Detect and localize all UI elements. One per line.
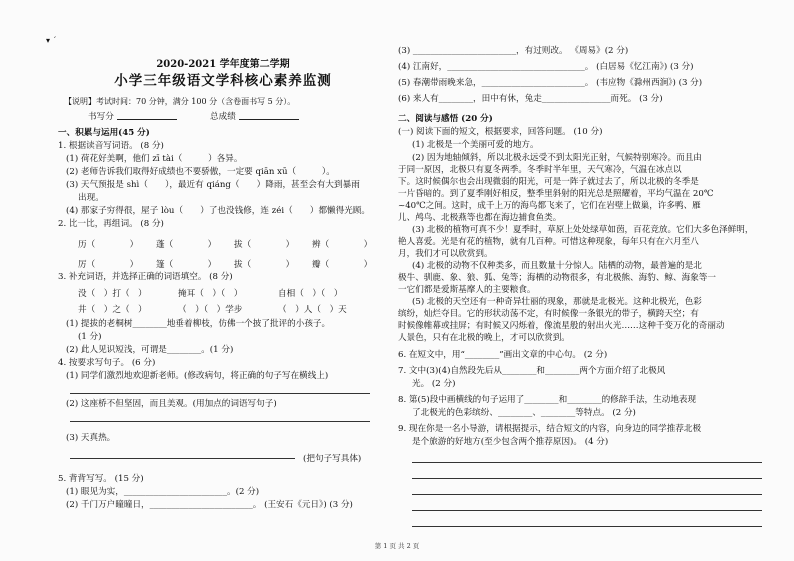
answer-line[interactable] bbox=[412, 526, 762, 527]
write-score-label: 书写分 bbox=[88, 112, 114, 122]
q1-item-1: (1) 荷花好美啊，他们 zī tài（ ）各异。 bbox=[66, 154, 243, 164]
passage-line: 下。这时候偶尔也会出现微弱的阳光，可是一阵子就过去了，所以北极的冬季是 bbox=[398, 177, 699, 187]
q5-item-5: (5) 春潮带雨晚来急，________________________。 (韦应物《滁州西涧》) (3 分) bbox=[398, 78, 703, 88]
compare-item: 篷（ ） bbox=[156, 260, 217, 270]
passage-line: 儿、鸬鸟、北极燕等也都在海边捕食鱼类。 bbox=[398, 213, 562, 223]
write-score-blank[interactable] bbox=[117, 110, 177, 120]
question-7: 7. 文中(3)(4)自然段先后从________和________两个方面介绍了北极风 bbox=[398, 366, 666, 376]
q4-item-2: (2) 这座桥不但坚固，而且美观。(用加点的词语写句子) bbox=[66, 399, 277, 409]
q4-item-1: (1) 同学们激烈地欢迎新老师。(修改病句，将正确的句子写在横线上) bbox=[66, 371, 329, 381]
passage-line: (1) 北极是一个美丽可爱的地方。 bbox=[412, 140, 539, 150]
answer-line[interactable] bbox=[412, 478, 762, 479]
passage-line: 时候像帷幕或挂屏；有时候又闪烁着，像流星般的射出火光……这种千变万化的奇丽动 bbox=[398, 321, 725, 331]
q3-item-1-score: (1 分) bbox=[78, 332, 102, 342]
total-score-blank[interactable] bbox=[239, 110, 299, 120]
section-2-title: 二、阅读与感悟 (20 分) bbox=[398, 114, 493, 124]
idiom-item: 没（ ）打（ ） bbox=[78, 289, 147, 299]
question-9-cont: 是个旅游的好地方(至少包含两个推荐原因)。 (4 分) bbox=[412, 437, 609, 447]
passage-line: 一它们都是爱斯基摩人的主要粮食。 bbox=[398, 285, 536, 295]
q3-title: 3. 补充词语，并选择正确的词语填空。 (8 分) bbox=[58, 272, 233, 282]
q4-item-3-hint: (把句子写具体) bbox=[303, 454, 362, 464]
q3-row-1 bbox=[78, 287, 378, 299]
q4-item-3: (3) 天真热。 bbox=[66, 433, 116, 443]
question-8-cont: 了北极光的色彩缤纷、________、________等特点。 (2 分) bbox=[412, 408, 636, 418]
passage-line: (3) 北极的植物可真不少！夏季时，草原上处处绿草如茵，百花竞放。它们大多色泽鲜明， bbox=[412, 225, 754, 235]
idiom-item: 自相（ ）（ ） bbox=[278, 289, 343, 299]
passage-line: 极牛、驯鹿、象、狼、狐、兔等；海栖的动物很多，有北极熊、海豹、鲸、海象等一 bbox=[398, 273, 716, 283]
answer-line[interactable] bbox=[70, 458, 295, 459]
answer-line[interactable] bbox=[70, 393, 370, 394]
q3-item-2: (2) 此人见识短浅，可谓是________。(1 分) bbox=[66, 345, 234, 355]
passage-line: (4) 北极的动物不仅种类多，而且数量十分惊人。陆栖的动物，最普遍的是北 bbox=[412, 261, 702, 271]
passage-line: ~40℃之间。这时，成千上万的海鸟都飞来了，它们在岩壁上做巢，许多鸭、雁 bbox=[398, 201, 701, 211]
q1-item-3-cont: 出现。 bbox=[78, 193, 104, 203]
q2-title: 2. 比一比，再组词。 (8 分) bbox=[58, 219, 164, 229]
compare-item: 辨（ ） bbox=[312, 240, 373, 250]
compare-item: 厉（ ） bbox=[78, 260, 139, 270]
corner-mark: ▾ ˊ bbox=[46, 36, 57, 45]
left-column bbox=[58, 0, 388, 561]
question-7-cont: 光。 (2 分) bbox=[412, 379, 456, 389]
q1-title: 1. 根据读音写词语。 (8 分) bbox=[58, 141, 164, 151]
compare-item: 蓬（ ） bbox=[156, 240, 217, 250]
q3-row-2 bbox=[78, 303, 378, 315]
q5-item-1: (1) 眼见为实，________________________。(2 分) bbox=[66, 487, 260, 497]
idiom-item: （ ）人（ ）天 bbox=[278, 305, 347, 315]
passage-instructions: (一) 阅读下面的短文，根据要求，回答问题。 (10 分) bbox=[398, 127, 603, 137]
compare-item: 瓣（ ） bbox=[312, 260, 373, 270]
section-1-title: 一、积累与运用(45 分) bbox=[58, 128, 150, 138]
q5-item-6: (6) 来人有________，田中有休，兔走________________而死。 (3 分) bbox=[398, 94, 663, 104]
idiom-item: （ ）（ ）学步 bbox=[178, 305, 243, 315]
q5-title: 5. 背背写写。 (15 分) bbox=[58, 474, 144, 484]
q2-row-1 bbox=[78, 238, 390, 250]
q1-item-2: (2) 老师告诉我们取得好成绩也不要骄傲，一定要 qiān xū（ ）。 bbox=[66, 167, 335, 177]
idiom-item: 井（ ）之（ ） bbox=[78, 305, 147, 315]
answer-line[interactable] bbox=[412, 510, 762, 511]
page-number: 第 1 页 共 2 页 bbox=[374, 542, 420, 550]
q1-item-4: (4) 那家子穷得很，屋子 lòu（ ）了也没钱修，连 zéi（ ）都懒得光顾。 bbox=[66, 206, 371, 216]
compare-item: 历（ ） bbox=[78, 240, 139, 250]
answer-line[interactable] bbox=[412, 462, 762, 463]
q5-item-2: (2) 千门万户曈曈日，________________________。 (王安石《元日》) (3 分) bbox=[66, 500, 353, 510]
passage-line: 人景色，只有在北极的晚上，才可以欣赏到。 bbox=[398, 333, 570, 343]
passage-line: 于同一原因，北极只有夏冬两季。冬季时半年里，天气寒冷，气温在冰点以 bbox=[398, 165, 682, 175]
q2-row-2 bbox=[78, 258, 390, 270]
question-8: 8. 第(5)段中画横线的句子运用了________和________的修辞手法，生动地表现 bbox=[398, 395, 697, 405]
question-9: 9. 现在你是一名小导游，请根据提示，结合短文的内容，向身边的同学推荐北极 bbox=[398, 424, 702, 434]
passage-line: 缤纷，灿烂夺目。它的形状动荡不定，有时候像一条银光的带子，横跨天空；有 bbox=[398, 309, 699, 319]
write-score-row bbox=[88, 110, 299, 123]
exam-title: 小学三年级语文学科核心素养监测 bbox=[114, 73, 332, 89]
compare-item: 拔（ ） bbox=[234, 260, 295, 270]
q1-item-3: (3) 天气预报是 shì（ ），最近有 qiáng（ ）降雨，甚至会有大到暴雨 bbox=[66, 180, 360, 190]
q3-item-1: (1) 提拔的老桐树________地垂着柳枝，仿佛一个披了批评的小孩子。 bbox=[66, 319, 331, 329]
total-score-label: 总成绩 bbox=[210, 112, 236, 122]
passage-line: (5) 北极的天空还有一种奇异壮丽的现象，那就是北极光。这种北极光，色彩 bbox=[412, 297, 702, 307]
passage-line: (2) 因为地轴倾斜，所以北极永远受不到太阳光正射，气候特别寒冷。而且由 bbox=[412, 153, 702, 163]
answer-line[interactable] bbox=[412, 494, 762, 495]
answer-line[interactable] bbox=[70, 421, 370, 422]
passage-line: 月，我们才可以欣赏到。 bbox=[398, 249, 493, 259]
idiom-item: 掩耳（ ）（ ） bbox=[178, 289, 243, 299]
passage-line: 一片昏暗的。到了夏季刚好相反，整季里斜射的阳光总是照耀着，平均气温在 20℃ bbox=[398, 189, 714, 199]
q5-item-4: (4) 江南好，________________________________。 (白居易《忆江南》) (3 分) bbox=[398, 62, 694, 72]
compare-item: 拔（ ） bbox=[234, 240, 295, 250]
exam-notice: 【说明】考试时间：70 分钟，满分 100 分（含卷面书写 5 分）。 bbox=[64, 97, 296, 106]
question-6: 6. 在短文中，用“________”画出文章的中心句。 (2 分) bbox=[398, 350, 608, 360]
passage-line: 艳人喜爱。光是有花的植物，就有几百种。可惜这种现象，每年只有在六月至八 bbox=[398, 237, 699, 247]
q4-title: 4. 按要求写句子。 (6 分) bbox=[58, 358, 156, 368]
term-title: 2020-2021 学年度第二学期 bbox=[156, 59, 290, 70]
q5-item-3: (3) ________________________，有过则改。 《周易》(2 分) bbox=[398, 46, 629, 56]
right-column bbox=[398, 0, 770, 561]
